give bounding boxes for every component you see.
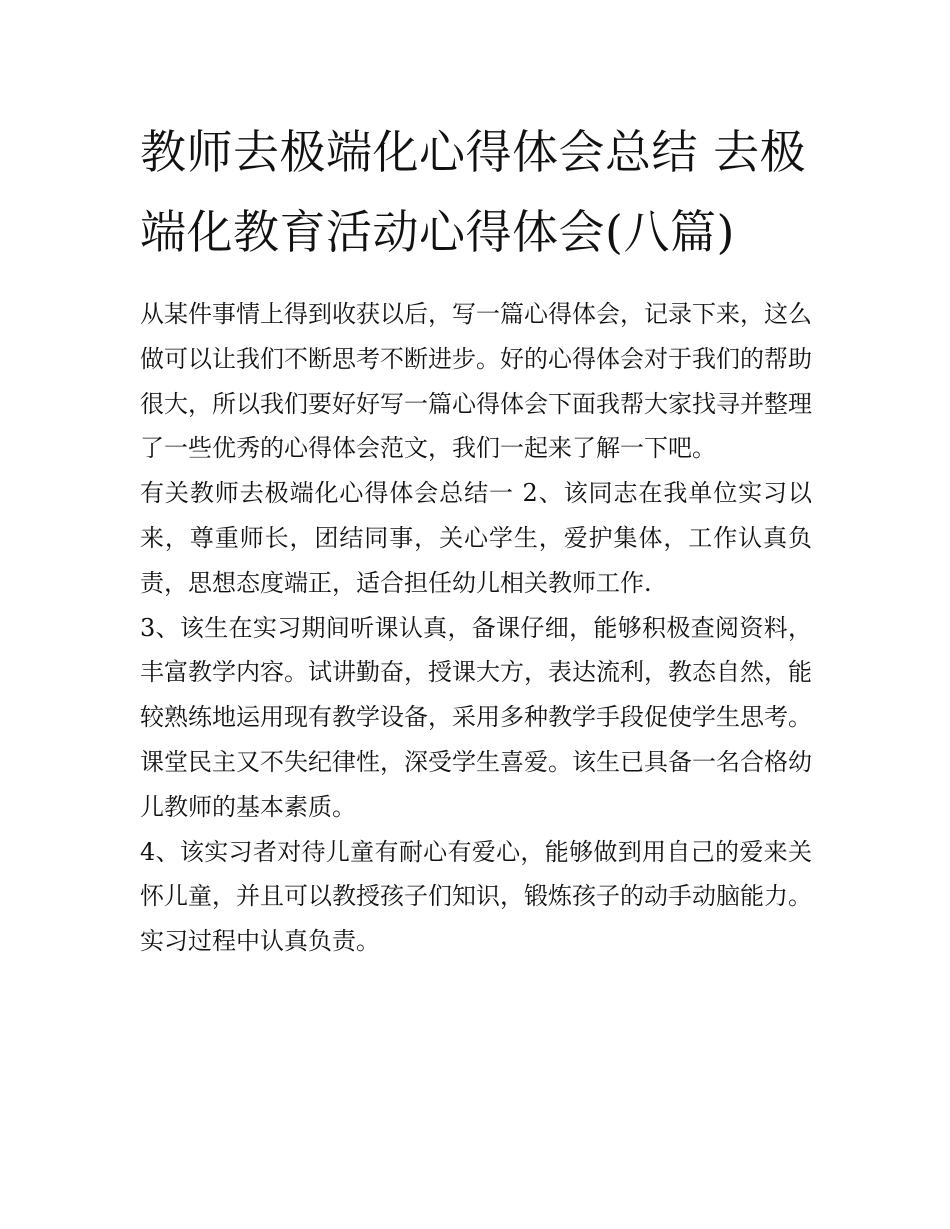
paragraph-item-4: 4、该实习者对待儿童有耐心有爱心，能够做到用自己的爱来关怀儿童，并且可以教授孩子们知识，锻炼孩子的动手动脑能力。实习过程中认真负责。 <box>140 837 812 956</box>
document-body <box>140 292 812 964</box>
document-title: 教师去极端化心得体会总结 去极端化教育活动心得体会(八篇) <box>140 125 807 259</box>
paragraph-item-3: 3、该生在实习期间听课认真，备课仔细，能够积极查阅资料，丰富教学内容。试讲勤奋，授课大方，表达流利，教态自然，能较熟练地运用现有教学设备，采用多种教学手段促使学生思考。课堂民主又不失纪律性，深受学生喜爱。该生已具备一名合格幼儿教师的基本素质。 <box>140 613 812 821</box>
document-content <box>140 112 812 964</box>
paragraph-item-2: 有关教师去极端化心得体会总结一 2、该同志在我单位实习以来，尊重师长，团结同事，关心学生，爱护集体，工作认真负责，思想态度端正，适合担任幼儿相关教师工作. <box>140 479 812 597</box>
paragraph-intro: 从某件事情上得到收获以后，写一篇心得体会，记录下来，这么做可以让我们不断思考不断进步。好的心得体会对于我们的帮助很大，所以我们要好好写一篇心得体会下面我帮大家找寻并整理了一些优秀的心得体会范文，我们一起来了解一下吧。 <box>140 300 812 463</box>
